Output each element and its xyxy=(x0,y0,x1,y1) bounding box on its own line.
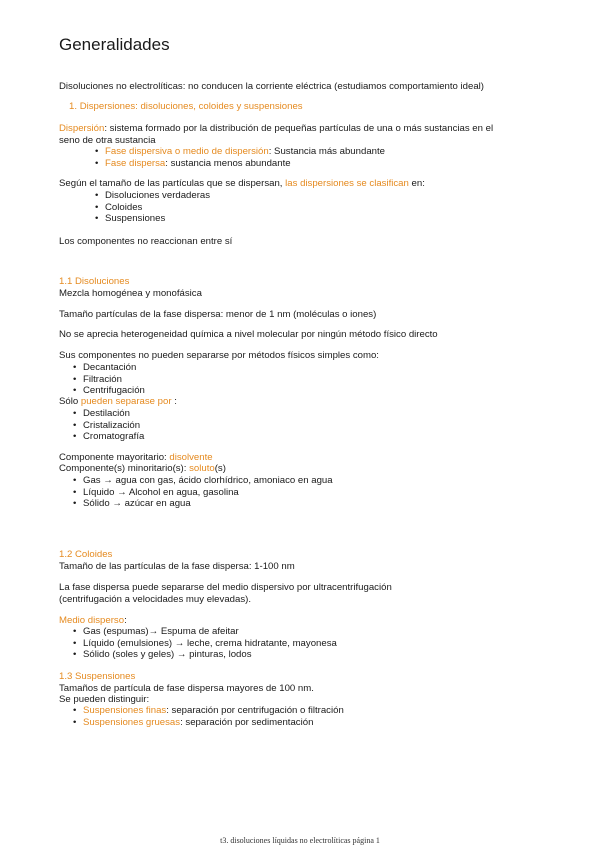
numbered-heading xyxy=(59,101,559,113)
section-heading-coloides: 1.2 Coloides xyxy=(59,549,113,560)
list-item: • Disoluciones verdaderas xyxy=(105,190,559,202)
classification-list xyxy=(59,190,559,225)
list-item: • Centrifugación xyxy=(83,385,559,397)
list-item: • Coloides xyxy=(105,202,559,214)
list-item: • Líquido → Alcohol en agua, gasolina xyxy=(83,487,559,499)
solo-text: Sólo pueden separase por : xyxy=(59,396,177,407)
dispersion-definition xyxy=(59,123,499,146)
dispersion-def-text: : sistema formado por la distribución de pequeñas partículas de una o más sustancias en el seno de otra sustancia xyxy=(59,123,494,146)
dispersion-term: Dispersión xyxy=(59,123,105,134)
list-item: • Gas → agua con gas, ácido clorhídrico, amoniaco en agua xyxy=(83,475,559,487)
colloid-examples-list xyxy=(59,626,559,661)
s12-p2b: (centrifugación a velocidades muy elevadas). xyxy=(59,594,251,605)
list-item: • Sólido → azúcar en agua xyxy=(83,498,559,510)
list-item: • Filtración xyxy=(83,374,559,386)
dispersion-phases-list xyxy=(59,146,559,169)
s11-p2: Tamaño partículas de la fase dispersa: menor de 1 nm (moléculas o iones) xyxy=(59,309,377,320)
major-component: Componente mayoritario: disolvente xyxy=(59,452,213,463)
s13-p2: Se pueden distinguir: xyxy=(59,694,150,705)
list-item: • Suspensiones gruesas: separación por sedimentación xyxy=(83,717,559,729)
list-item: • Suspensiones finas: separación por centrifugación o filtración xyxy=(83,705,559,717)
classification-text: Según el tamaño de las partículas que se dispersan, las dispersiones se clasifican en: xyxy=(59,178,425,189)
s11-p1: Mezcla homogénea y monofásica xyxy=(59,288,202,299)
s13-p1: Tamaños de partícula de fase dispersa mayores de 100 nm. xyxy=(59,683,314,694)
page-footer: t3. disoluciones líquidas no electrolíticas página 1 xyxy=(220,836,380,845)
list-item: • Decantación xyxy=(83,362,559,374)
s12-p1: Tamaño de las partículas de la fase dispersa: 1-100 nm xyxy=(59,561,295,572)
s11-p4: Sus componentes no pueden separarse por métodos físicos simples como: xyxy=(59,350,379,361)
heading-number: 1. xyxy=(69,101,78,112)
list-item: • Cromatografía xyxy=(83,431,559,443)
suspension-types-list xyxy=(59,705,559,728)
list-item: • Líquido (emulsiones) → leche, crema hidratante, mayonesa xyxy=(83,638,559,650)
list-item: • Fase dispersiva o medio de dispersión: Sustancia más abundante xyxy=(105,146,559,158)
intro-text: Disoluciones no electrolíticas: no conducen la corriente eléctrica (estudiamos comportamiento ideal) xyxy=(59,81,485,92)
section-heading-suspensiones: 1.3 Suspensiones xyxy=(59,671,136,682)
section-heading-disoluciones: 1.1 Disoluciones xyxy=(59,276,130,287)
list-item: • Gas (espumas)→ Espuma de afeitar xyxy=(83,626,559,638)
list-item: • Cristalización xyxy=(83,420,559,432)
separation-methods-list xyxy=(59,408,559,443)
page-title: Generalidades xyxy=(59,35,170,54)
list-item: • Suspensiones xyxy=(105,213,559,225)
medium-label: Medio disperso: xyxy=(59,615,127,626)
s12-p2a: La fase dispersa puede separarse del medio dispersivo por ultracentrifugación xyxy=(59,582,392,593)
solution-examples-list xyxy=(59,475,559,510)
classification-highlight: las dispersiones se clasifican xyxy=(285,178,409,189)
no-react-text: Los componentes no reaccionan entre sí xyxy=(59,236,233,247)
heading-text: Dispersiones: disoluciones, coloides y suspensiones xyxy=(79,101,303,112)
minor-component: Componente(s) minoritario(s): soluto(s) xyxy=(59,463,226,474)
list-item: • Sólido (soles y geles) → pinturas, lodos xyxy=(83,649,559,661)
list-item: • Destilación xyxy=(83,408,559,420)
s11-p3: No se aprecia heterogeneidad química a nivel molecular por ningún método físico directo xyxy=(59,329,438,340)
simple-methods-list xyxy=(59,362,559,397)
list-item: • Fase dispersa: sustancia menos abundante xyxy=(105,158,559,170)
